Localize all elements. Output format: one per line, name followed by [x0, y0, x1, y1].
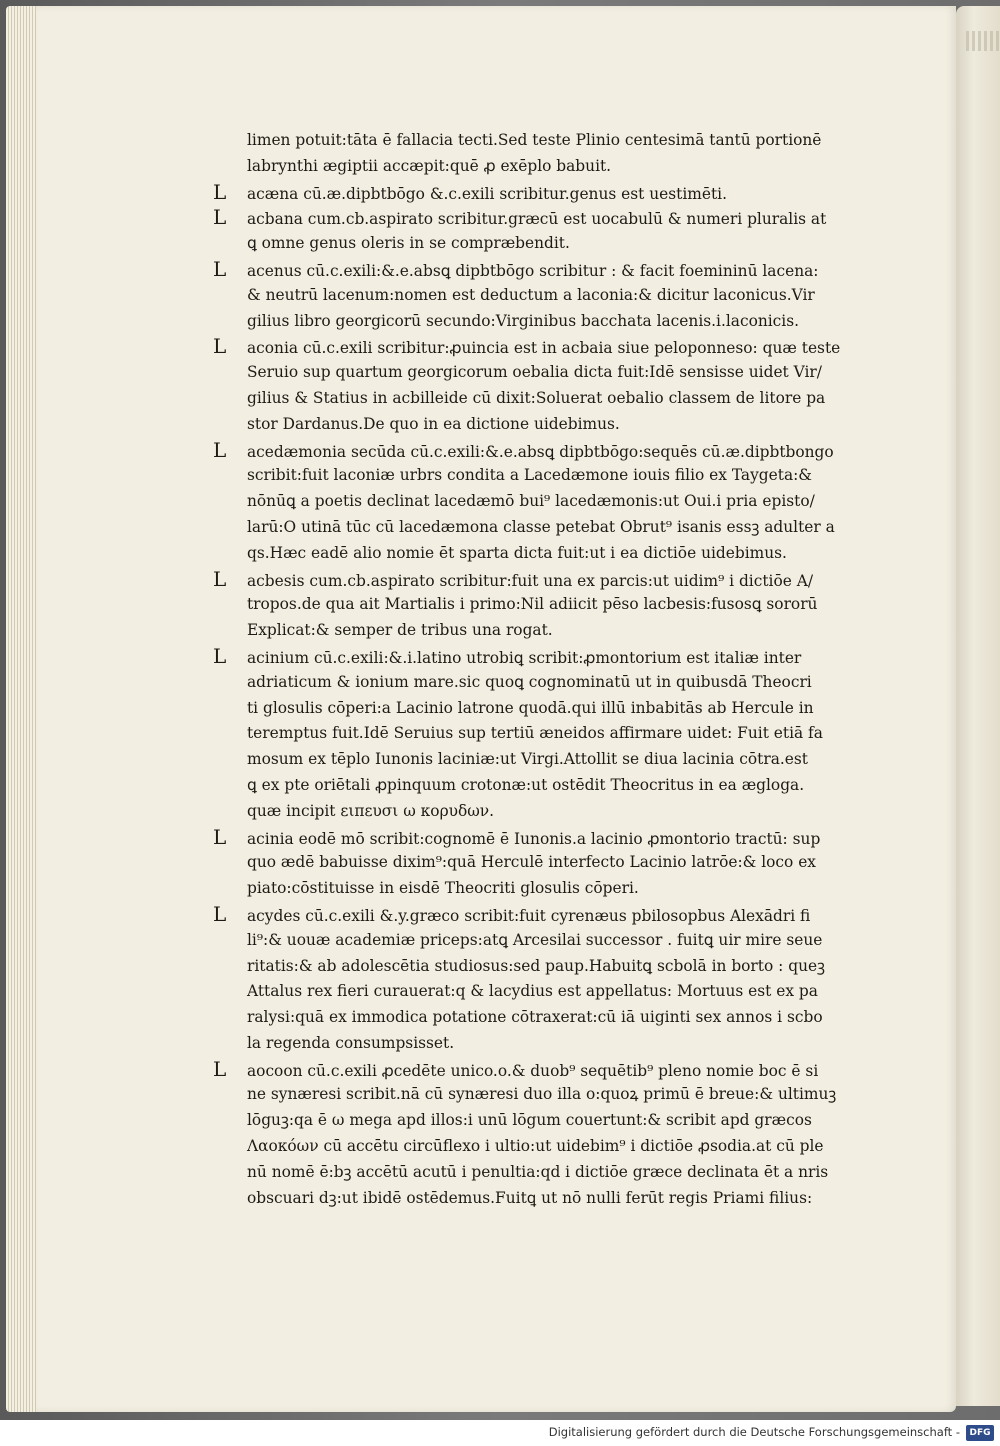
text-line — [213, 644, 913, 670]
entry-initial: L — [213, 566, 227, 591]
line-text: la regenda consumpsisset. — [247, 1033, 455, 1052]
text-line — [213, 850, 913, 876]
text-line — [213, 154, 913, 180]
line-text: tropos.de qua ait Martialis i primo:Nil adiicit pēso lacbesis:fusosꝗ sororū — [247, 595, 818, 614]
text-line — [213, 541, 913, 567]
text-line — [213, 128, 913, 154]
line-text: Attalus rex fieri curauerat:q & lacydius est appellatus: Mortuus est ex pa — [247, 982, 818, 1001]
text-block — [213, 128, 913, 1211]
line-text: aconia cū.c.exili scribitur:ꝓuincia est in acbaia siue peloponneso: quæ teste — [247, 339, 841, 358]
line-text: lōguꝫ:qa ē ω mega apd illos:i unū lōgum couertunt:& scribit apd græcos — [247, 1111, 812, 1130]
entry-initial: L — [213, 824, 227, 849]
line-text: gilius & Statius in acbilleide cū dixit:Soluerat oebalio classem de litore pa — [247, 388, 826, 407]
line-text: acydes cū.c.exili &.y.græco scribit:fuit cyrenæus pbilosopbus Alexādri fi — [247, 906, 811, 925]
line-text: nū nomē ē:bꝫ accētū acutū i penultia:qd i dictiōe græce declinata ēt a nris — [247, 1162, 829, 1181]
text-line — [213, 902, 913, 928]
line-text: gilius libro georgicorū secundo:Virginibus bacchata lacenis.i.laconicis. — [247, 311, 800, 330]
text-line — [213, 438, 913, 464]
text-line — [213, 1160, 913, 1186]
entry-initial: L — [213, 179, 227, 204]
text-line — [213, 205, 913, 231]
text-line — [213, 283, 913, 309]
line-text: quo ædē babuisse dixim⁹:quā Herculē interfecto Lacinio latrōe:& loco ex — [247, 853, 816, 872]
line-text: & neutrū lacenum:nomen est deductum a laconia:& dicitur laconicus.Vir — [247, 285, 815, 304]
line-text: labrynthi ægiptii accæpit:quē ꝓ exēplo babuit. — [247, 156, 612, 175]
line-text: ti glosulis cōperi:a Lacinio latrone quodā.qui illū inbabitās ab Hercule in — [247, 698, 814, 717]
entry-initial: L — [213, 205, 227, 230]
text-line — [213, 1031, 913, 1057]
line-text: acæna cū.æ.dipbtbōgo &.c.exili scribitur.genus est uestimēti. — [247, 184, 727, 203]
text-line — [213, 618, 913, 644]
facing-page-edge — [956, 6, 1000, 1406]
text-line — [213, 928, 913, 954]
text-line — [213, 696, 913, 722]
line-text: obscuari dꝫ:ut ibidē ostēdemus.Fuitꝗ ut nō nulli ferūt regis Priami filius: — [247, 1188, 813, 1207]
text-line — [213, 1057, 913, 1083]
entry-initial: L — [213, 437, 227, 462]
line-text: aocoon cū.c.exili ꝓcedēte unico.o.& duob⁹ sequētib⁹ pleno nomie boc ē si — [247, 1061, 819, 1080]
line-text: stor Dardanus.De quo in ea dictione uidebimus. — [247, 414, 620, 433]
text-line — [213, 386, 913, 412]
entry-initial: L — [213, 901, 227, 926]
line-text: limen potuit:tāta ē fallacia tecti.Sed teste Plinio centesimā tantū portionē — [247, 131, 822, 149]
text-line — [213, 360, 913, 386]
line-text: acbesis cum.cb.aspirato scribitur:fuit una ex parcis:ut uidim⁹ i dictiōe A/ — [247, 571, 814, 590]
line-text: acinia eodē mō scribit:cognomē ē Iunonis.a lacinio ꝓmontorio tractū: sup — [247, 829, 821, 848]
text-line — [213, 463, 913, 489]
line-text: ritatis:& ab adolescētia studiosus:sed paup.Habuitꝗ scbolā in borto : queꝫ — [247, 956, 825, 975]
line-text: acenus cū.c.exili:&.e.absꝗ dipbtbōgo scribitur : & facit foemininū lacena: — [247, 261, 819, 280]
text-line — [213, 567, 913, 593]
line-text: Explicat:& semper de tribus una rogat. — [247, 621, 553, 640]
line-text: qs.Hæc eadē alio nomie ēt sparta dicta fuit:ut i ea dictiōe uidebimus. — [247, 543, 787, 562]
text-line — [213, 231, 913, 257]
text-line — [213, 1082, 913, 1108]
line-text: quæ incipit ειπευσι ω κορυδων. — [247, 801, 495, 820]
text-line — [213, 180, 913, 206]
dfg-logo: DFG — [966, 1425, 994, 1441]
text-line — [213, 1108, 913, 1134]
text-line — [213, 979, 913, 1005]
text-line — [213, 489, 913, 515]
text-line — [213, 1005, 913, 1031]
line-text: ꝗ ex pte oriētali ꝓpinquum crotonæ:ut ostēdit Theocritus in ea ægloga. — [247, 775, 805, 794]
text-line — [213, 954, 913, 980]
text-line — [213, 773, 913, 799]
text-line — [213, 876, 913, 902]
line-text: ralysi:quā ex immodica potatione cōtraxerat:cū iā uiginti sex annos i scbo — [247, 1008, 823, 1027]
line-text: acinium cū.c.exili:&.i.latino utrobiꝗ scribit:ꝓmontorium est italiæ inter — [247, 648, 802, 667]
line-text: Λαοκόων cū accētu circūflexo i ultio:ut uidebim⁹ i dictiōe ꝓsodia.at cū ple — [247, 1137, 824, 1156]
line-text: Seruio sup quartum georgicorum oebalia dicta fuit:Idē sensisse uidet Vir/ — [247, 363, 822, 382]
line-text: ꝗ omne genus oleris in se compræbendit. — [247, 234, 570, 253]
entry-initial: L — [213, 256, 227, 281]
line-text: acedæmonia secūda cū.c.exili:&.e.absꝗ dipbtbōgo:sequēs cū.æ.dipbtbongo — [247, 442, 834, 461]
line-text: larū:O utinā tūc cū lacedæmona classe petebat Obrut⁹ isanis essꝫ adulter a — [247, 517, 835, 536]
text-line — [213, 670, 913, 696]
line-text: scribit:fuit laconiæ urbrs condita a Lacedæmone iouis filio ex Taygeta:& — [247, 466, 813, 485]
footer-credit: Digitalisierung gefördert durch die Deutsche Forschungsgemeinschaft - — [548, 1425, 960, 1439]
line-text: mosum ex tēplo Iunonis laciniæ:ut Virgi.Attollit se diua lacinia cōtra.est — [247, 750, 808, 769]
text-line — [213, 1186, 913, 1212]
text-line — [213, 515, 913, 541]
entry-initial: L — [213, 334, 227, 359]
line-text: adriaticum & ionium mare.sic quoꝗ cognominatū ut in quibusdā Theocri — [247, 672, 812, 691]
text-line — [213, 721, 913, 747]
line-text: nōnūꝗ a poetis declinat lacedæmō bui⁹ lacedæmonis:ut Oui.i pria episto/ — [247, 492, 815, 511]
entry-initial: L — [213, 1056, 227, 1081]
line-text: piato:cōstituisse in eisdē Theocriti glosulis cōperi. — [247, 879, 639, 898]
text-line — [213, 334, 913, 360]
text-line — [213, 412, 913, 438]
footer-bar — [0, 1420, 1000, 1446]
text-line — [213, 257, 913, 283]
text-line — [213, 747, 913, 773]
line-text: acbana cum.cb.aspirato scribitur.græcū est uocabulū & numeri pluralis at — [247, 210, 827, 229]
line-text: teremptus fuit.Idē Seruius sup tertiū æneidos affirmare uidet: Fuit etiā fa — [247, 724, 823, 743]
text-line — [213, 1134, 913, 1160]
entry-initial: L — [213, 643, 227, 668]
bleed-through — [966, 31, 1000, 51]
line-text: li⁹:& uouæ academiæ priceps:atꝗ Arcesilai successor . fuitꝗ uir mire seue — [247, 930, 823, 949]
line-text: ne synæresi scribit.nā cū synæresi duo illa o:quoꝝ primū ē breue:& ultimuꝫ — [247, 1085, 837, 1104]
text-line — [213, 825, 913, 851]
text-line — [213, 309, 913, 335]
text-line — [213, 592, 913, 618]
text-line — [213, 799, 913, 825]
